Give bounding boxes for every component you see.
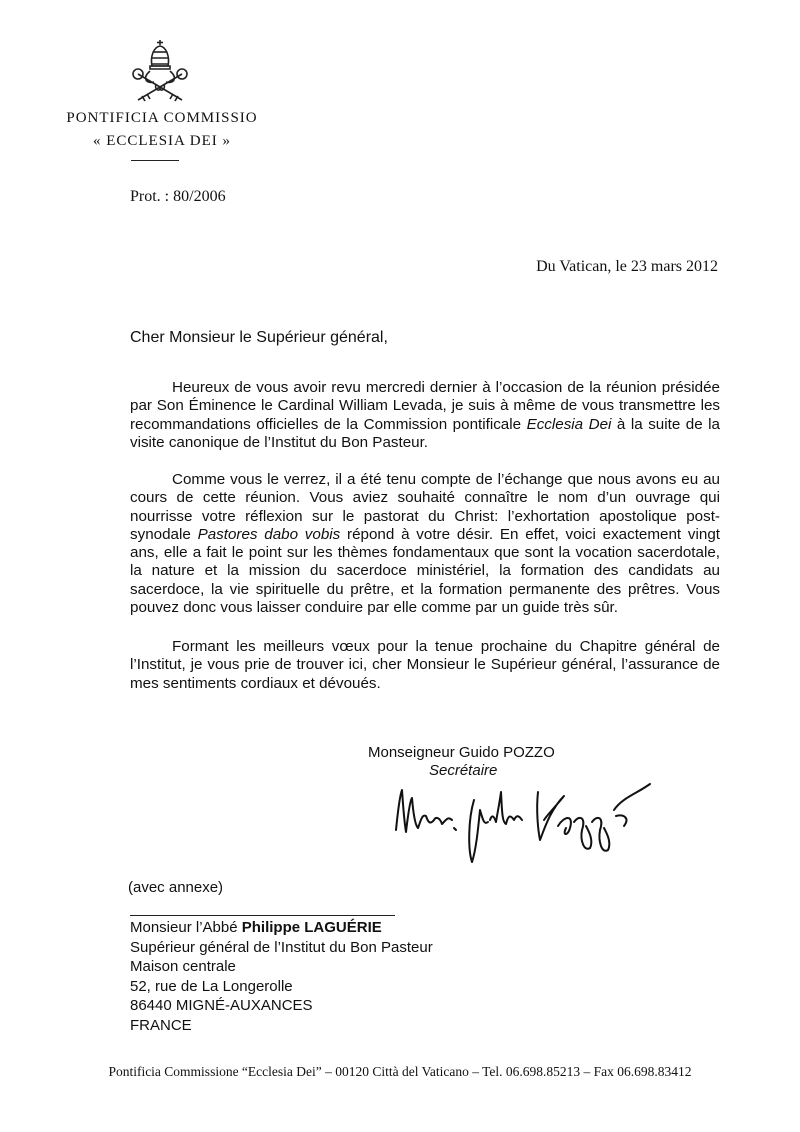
- addressee-block: [130, 918, 433, 1035]
- addressee-line-4: 86440 MIGNÉ-AUXANCES: [130, 997, 313, 1014]
- addressee-line-3: 52, rue de La Longerolle: [130, 977, 293, 995]
- paragraph-2-text-a: Comme vous le verrez, il a été tenu compte de l’échange que nous avons eu au cours de cette réunion. Vous aviez souhaité connaître le nom d’un ouvrage qui nourrisse votre réflexion sur le pastorat du Christ: l’exhortation apostolique post-synodale: [130, 471, 720, 543]
- paragraph-3-text: Formant les meilleurs vœux pour la tenue prochaine du Chapitre général de l’Institut, je vous prie de trouver ici, cher Monsieur le Supérieur général, l’assurance de mes sentiments cordiaux et dévoués.: [130, 638, 720, 692]
- paragraph-3: [130, 638, 720, 693]
- papal-emblem: [128, 38, 192, 104]
- paragraph-2: [130, 471, 720, 617]
- addressee-line-1: Supérieur général de l’Institut du Bon Pasteur: [130, 938, 433, 956]
- footer-contact: Pontificia Commissione “Ecclesia Dei” – 00120 Città del Vaticano – Tel. 06.698.85213 – Fax 06.698.83412: [108, 1064, 692, 1079]
- addressee-line-2: Maison centrale: [130, 958, 236, 975]
- paragraph-1-italic: Ecclesia Dei: [526, 415, 612, 433]
- signatory-title: Secrétaire: [429, 762, 498, 779]
- paragraph-2-text-b: répond à votre désir. En effet, voici exactement vingt ans, elle a fait le point sur les thèmes fondamentaux que sont la vocation sacerdotale, la nature et la mission du sacerdoce ministériel, la formation des candidats au sacerdoce, la vie spirituelle du prêtre, et la formation permanente des prêtres. Vous pouvez donc vous laisser conduire par elle comme par un guide très sûr.: [130, 525, 720, 617]
- header-divider: [131, 160, 179, 161]
- paragraph-1: [130, 379, 720, 452]
- addressee-line-5: FRANCE: [130, 1016, 192, 1034]
- organization-name: PONTIFICIA COMMISSIO: [66, 110, 258, 126]
- addressee-name: Philippe LAGUÉRIE: [241, 919, 382, 936]
- address-divider: [130, 915, 395, 916]
- date-line: Du Vatican, le 23 mars 2012: [536, 258, 718, 275]
- addressee-name-line: [130, 918, 433, 938]
- salutation: Cher Monsieur le Supérieur général,: [130, 329, 388, 346]
- paragraph-2-italic: Pastores dabo vobis: [197, 525, 341, 543]
- addressee-prefix: Monsieur l’Abbé: [130, 919, 242, 936]
- paragraph-1-text-b: à la suite de la visite canonique de l’Institut du Bon Pasteur.: [130, 415, 720, 451]
- annex-note: (avec annexe): [128, 879, 224, 896]
- papal-tiara-keys-icon: [128, 38, 192, 104]
- protocol-number: Prot. : 80/2006: [130, 188, 226, 205]
- paragraph-1-text-a: Heureux de vous avoir revu mercredi dernier à l’occasion de la réunion présidée par Son Éminence le Cardinal William Levada, je suis à même de vous transmettre les recommandations officielles de la Commission pontificale: [130, 379, 720, 433]
- signatory-name: Monseigneur Guido POZZO: [368, 744, 555, 761]
- organization-subtitle: « ECCLESIA DEI »: [92, 133, 232, 149]
- handwritten-signature: [388, 770, 658, 865]
